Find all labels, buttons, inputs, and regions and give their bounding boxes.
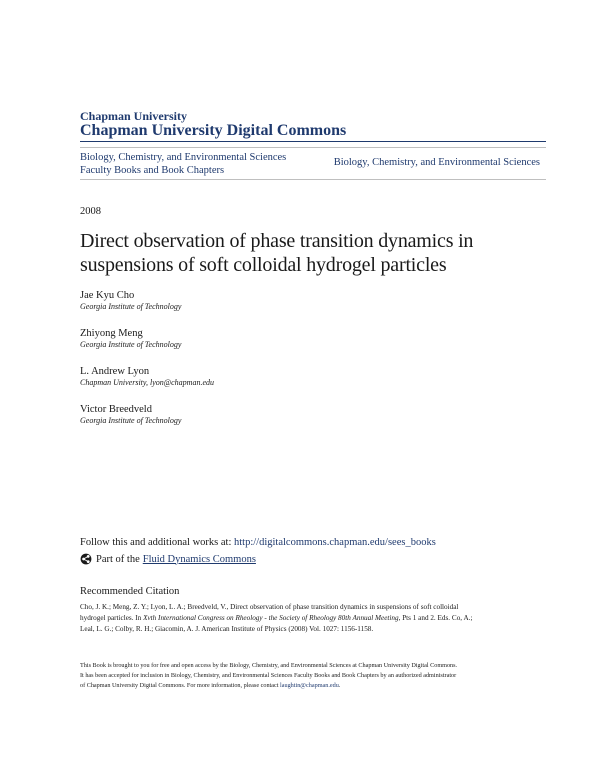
fluid-dynamics-link[interactable]: Fluid Dynamics Commons [142, 553, 256, 565]
notice-line-3-a: of Chapman University Digital Commons. For more information, please contact [80, 682, 281, 689]
publication-year: 2008 [80, 206, 101, 217]
notice-line-2: It has been accepted for inclusion in Biology, Chemistry, and Environmental Sciences Faculty Books and Book Chapters by an authorized administrator [80, 672, 457, 679]
repository-name[interactable]: Chapman University Digital Commons [80, 122, 347, 139]
collection-link-books[interactable]: Faculty Books and Book Chapters [80, 165, 225, 176]
access-notice [80, 661, 530, 691]
author-affiliation: Georgia Institute of Technology [80, 340, 182, 349]
author-affiliation: Chapman University, lyon@chapman.edu [80, 378, 215, 387]
header-divider [80, 141, 546, 142]
author-affiliation: Georgia Institute of Technology [80, 416, 182, 425]
part-of-line [80, 553, 256, 565]
contact-email-link[interactable]: laughtin@chapman.edu [280, 682, 339, 689]
collection-top-rule [80, 147, 546, 148]
citation-venue: Xvth International Congress on Rheology - the Society of Rheology 80th Annual Meeting [143, 614, 399, 622]
citation-line-1: Cho, J. K.; Meng, Z. Y.; Lyon, L. A.; Breedveld, V., Direct observation of phase transition dynamics in suspensions of soft colloidal [80, 603, 459, 611]
author-name: L. Andrew Lyon [80, 366, 150, 377]
citation-line-3: Leal, L. G.; Colby, R. H.; Giacomin, A. J. American Institute of Physics (2008) Vol. 1027: 1156-1158. [80, 625, 374, 633]
document-title [80, 229, 550, 277]
author-name: Jae Kyu Cho [80, 290, 135, 301]
citation-heading: Recommended Citation [80, 586, 180, 597]
author-3 [80, 365, 214, 388]
author-4 [80, 403, 181, 426]
collection-link-parent[interactable]: Biology, Chemistry, and Environmental Sciences [333, 157, 540, 168]
follow-text: Follow this and additional works at: [80, 537, 234, 548]
part-of-text: Part of the [96, 553, 140, 565]
author-affiliation: Georgia Institute of Technology [80, 302, 182, 311]
title-line-1: Direct observation of phase transition dynamics in [80, 230, 474, 252]
citation-line-2-a: hydrogel particles. In [80, 614, 144, 622]
follow-line [80, 537, 436, 548]
collection-link-department[interactable]: Biology, Chemistry, and Environmental Sciences [80, 152, 287, 163]
institution-name: Chapman University [80, 109, 188, 123]
citation-line-2-b: , Pts 1 and 2. Eds. Co, A.; [398, 614, 473, 622]
author-name: Zhiyong Meng [80, 328, 143, 339]
notice-line-3-b: . [338, 682, 341, 689]
notice-line-3 [80, 681, 530, 691]
collection-breadcrumb [80, 151, 320, 177]
author-2 [80, 327, 181, 350]
citation-text [80, 602, 530, 635]
author-1 [80, 289, 181, 312]
notice-line-1: This Book is brought to you for free and open access by the Biology, Chemistry, and Environmental Sciences at Chapman University Digital Commons. [80, 662, 458, 669]
citation-line-2 [80, 613, 530, 624]
collection-bottom-rule [80, 179, 546, 180]
title-line-2: suspensions of soft colloidal hydrogel particles [80, 254, 447, 276]
share-icon [80, 553, 92, 565]
follow-link[interactable]: http://digitalcommons.chapman.edu/sees_books [234, 537, 436, 548]
author-name: Victor Breedveld [80, 404, 152, 415]
collection-bar [80, 147, 546, 180]
